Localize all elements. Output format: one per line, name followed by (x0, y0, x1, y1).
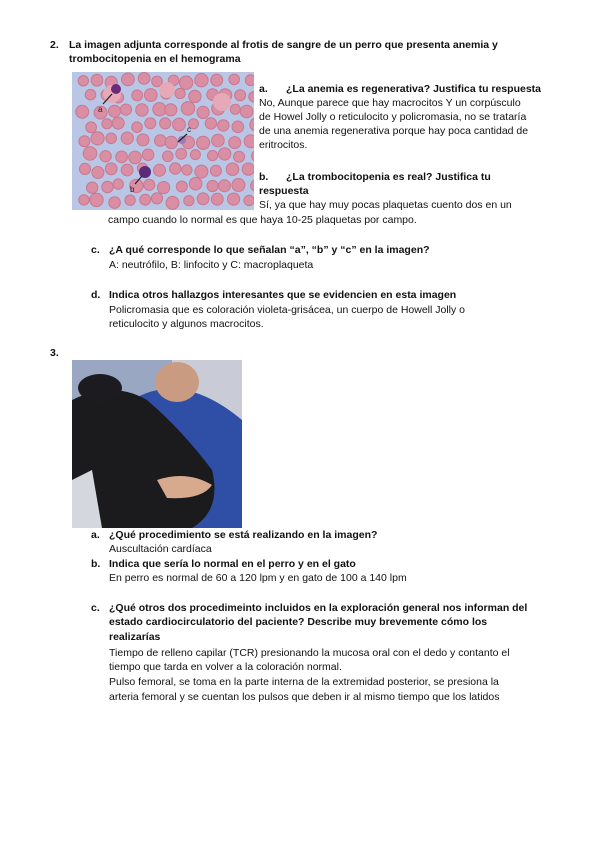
red-blood-cell (121, 132, 133, 144)
red-blood-cell (229, 137, 241, 149)
red-blood-cell (136, 104, 148, 116)
q2b-answer-line2: campo cuando lo normal es que haya 10-25 plaquetas por campo. (108, 214, 417, 226)
red-blood-cell (145, 118, 156, 129)
red-blood-cell (142, 149, 154, 161)
q3c-answer-line2: tiempo que tarda en volver a la coloración normal. (109, 661, 342, 673)
red-blood-cell (211, 193, 223, 205)
q3b-question: Indica que sería lo normal en el perro y en el gato (109, 558, 356, 570)
question-3-number: 3. (50, 347, 59, 359)
red-blood-cell (160, 118, 171, 129)
red-blood-cell (137, 134, 149, 146)
red-blood-cell (113, 179, 123, 189)
q3c-question-line2: estado cardiocirculatorio del paciente? Describe muy brevemente cómo los (109, 616, 488, 628)
red-blood-cell (250, 118, 254, 131)
red-blood-cell (153, 103, 166, 116)
auscultation-photo (72, 360, 242, 528)
red-blood-cell (116, 151, 128, 163)
red-blood-cell (228, 193, 240, 205)
red-blood-cell (218, 120, 229, 131)
question-2-title-line2: trombocitopenia en el hemograma (69, 53, 241, 65)
red-blood-cell (154, 164, 166, 176)
red-blood-cell (83, 147, 97, 161)
red-blood-cell (109, 197, 121, 209)
red-blood-cell (232, 179, 245, 192)
red-blood-cell (244, 135, 254, 148)
red-blood-cell (219, 180, 231, 192)
q3a-question: ¿Qué procedimiento se está realizando en la imagen? (109, 529, 378, 541)
red-blood-cell (240, 105, 253, 118)
red-blood-cell (170, 163, 181, 174)
red-blood-cell (106, 133, 117, 144)
red-blood-cell (112, 117, 124, 129)
red-blood-cell (76, 105, 89, 118)
red-blood-cell (121, 164, 133, 176)
q2a-answer-line4: eritrocitos. (259, 139, 308, 151)
question-2-title-line1: La imagen adjunta corresponde al frotis de sangre de un perro que presenta anemia y (69, 39, 498, 51)
q2b-letter: b. (259, 171, 269, 183)
q3b-letter: b. (91, 558, 101, 570)
red-blood-cell (208, 151, 218, 161)
red-blood-cell (179, 76, 192, 89)
red-blood-cell (87, 182, 98, 193)
q2c-question: ¿A qué corresponde lo que señalan “a”, “b” y “c” en la imagen? (109, 244, 430, 256)
q2d-question: Indica otros hallazgos interesantes que se evidencien en esta imagen (109, 289, 457, 301)
red-blood-cell (252, 150, 254, 161)
red-blood-cell (197, 106, 209, 118)
red-blood-cell (235, 90, 246, 101)
red-blood-cell (79, 195, 89, 205)
neutrophil-cell (111, 84, 121, 94)
red-blood-cell (211, 74, 223, 86)
red-blood-cell (90, 193, 103, 206)
red-blood-cell (195, 74, 208, 87)
red-blood-cell (181, 102, 195, 116)
red-blood-cell (165, 104, 177, 116)
red-blood-cell (155, 135, 167, 147)
red-blood-cell (102, 181, 113, 192)
red-blood-cell (184, 196, 194, 206)
label-a: a (98, 105, 103, 114)
q2b-question-line1: ¿La trombocitopenia es real? Justifica tu (286, 171, 491, 183)
red-blood-cell (125, 195, 135, 205)
blood-smear-image (72, 72, 254, 210)
red-blood-cell (132, 90, 143, 101)
red-blood-cell (190, 150, 200, 160)
q2a-letter: a. (259, 83, 268, 95)
red-blood-cell (166, 196, 179, 209)
red-blood-cell (175, 88, 185, 98)
q3c-answer-line3: Pulso femoral, se toma en la parte interna de la extremidad posterior, se presiona la (109, 676, 499, 688)
red-blood-cell (249, 92, 254, 102)
red-blood-cell (197, 136, 210, 149)
q2a-answer-line3: de una anemia regenerativa porque hay poca cantidad de (259, 125, 529, 137)
q3a-letter: a. (91, 529, 100, 541)
red-blood-cell (245, 75, 254, 86)
red-blood-cell (158, 182, 170, 194)
red-blood-cell (251, 180, 254, 192)
red-blood-cell (189, 177, 202, 190)
red-blood-cell (165, 136, 177, 148)
red-blood-cell (173, 118, 186, 131)
q2a-answer-line2: de Howel Jolly o reticulocito y policromasia, no se trataría (259, 111, 527, 123)
red-blood-cell (79, 163, 90, 174)
blood-smear-drawing (72, 72, 254, 210)
q2b-answer-line1: Sí, ya que hay muy pocas plaquetas cuento dos en un (259, 199, 512, 211)
red-blood-cell (226, 163, 239, 176)
label-c: c (187, 125, 191, 134)
red-blood-cell (176, 181, 187, 192)
red-blood-cell (85, 89, 96, 100)
red-blood-cell (100, 151, 111, 162)
red-blood-cell (120, 104, 131, 115)
red-blood-cell (105, 163, 117, 175)
red-blood-cell (195, 165, 208, 178)
red-blood-cell (86, 122, 97, 133)
red-blood-cell (197, 193, 209, 205)
red-blood-cell (132, 122, 143, 133)
red-blood-cell (230, 104, 240, 114)
q3c-question-line3: realizarías (109, 631, 161, 643)
red-blood-cell (242, 163, 254, 175)
red-blood-cell (129, 151, 142, 164)
red-blood-cell (234, 151, 245, 162)
red-blood-cell (176, 148, 187, 159)
q2d-answer-line1: Policromasia que es coloración violeta-grisácea, un cuerpo de Howell Jolly o (109, 304, 466, 316)
red-blood-cell (163, 151, 174, 162)
red-blood-cell (138, 73, 150, 85)
red-blood-cell (78, 76, 88, 86)
red-blood-cell (189, 90, 201, 102)
red-blood-cell (151, 193, 162, 204)
red-blood-cell (91, 132, 104, 145)
red-blood-cell (229, 74, 240, 85)
red-blood-cell (205, 118, 216, 129)
lymphocyte-cell (139, 166, 151, 178)
red-blood-cell (140, 194, 151, 205)
red-blood-cell (244, 195, 254, 205)
q2c-letter: c. (91, 244, 100, 256)
q2a-question: ¿La anemia es regenerativa? Justifica tu respuesta (286, 83, 542, 95)
red-blood-cell (219, 148, 231, 160)
q3a-answer: Auscultación cardíaca (109, 543, 212, 555)
red-blood-cell (144, 179, 155, 190)
red-blood-cell (79, 136, 90, 147)
red-blood-cell (91, 74, 103, 86)
q2d-answer-line2: reticulocito y algunos macrocitos. (109, 318, 264, 330)
red-blood-cell (102, 119, 112, 129)
red-blood-cell (210, 165, 221, 176)
macroplatelet-cell (178, 136, 186, 144)
q2a-answer-line1: No, Aunque parece que hay macrocitos Y un corpúsculo (259, 97, 521, 109)
q2d-letter: d. (91, 289, 101, 301)
question-2-number: 2. (50, 39, 59, 51)
red-blood-cell (232, 121, 244, 133)
q2c-answer: A: neutrófilo, B: linfocito y C: macroplaqueta (109, 259, 314, 271)
red-blood-cell (122, 73, 135, 86)
q2b-question-line2: respuesta (259, 185, 309, 197)
red-blood-cell (92, 167, 104, 179)
q3b-answer: En perro es normal de 60 a 120 lpm y en gato de 100 a 140 lpm (109, 572, 407, 584)
auscultation-drawing (72, 360, 242, 528)
q3c-question-line1: ¿Qué otros dos procedimeinto incluidos en la exploración general nos informan del (109, 602, 528, 614)
red-blood-cell (182, 165, 192, 175)
red-blood-cell (144, 89, 157, 102)
q3c-answer-line1: Tiempo de relleno capilar (TCR) presionando la mucosa oral con el dedo y contanto el (109, 647, 510, 659)
q3c-answer-line4: arteria femoral y se cuentan los pulsos que deben ir al mismo tiempo que los latidos (109, 691, 500, 703)
red-blood-cell (212, 134, 225, 147)
red-blood-cell (207, 180, 218, 191)
q3c-letter: c. (91, 602, 100, 614)
label-b: b (130, 185, 135, 194)
red-blood-cell (109, 105, 121, 117)
